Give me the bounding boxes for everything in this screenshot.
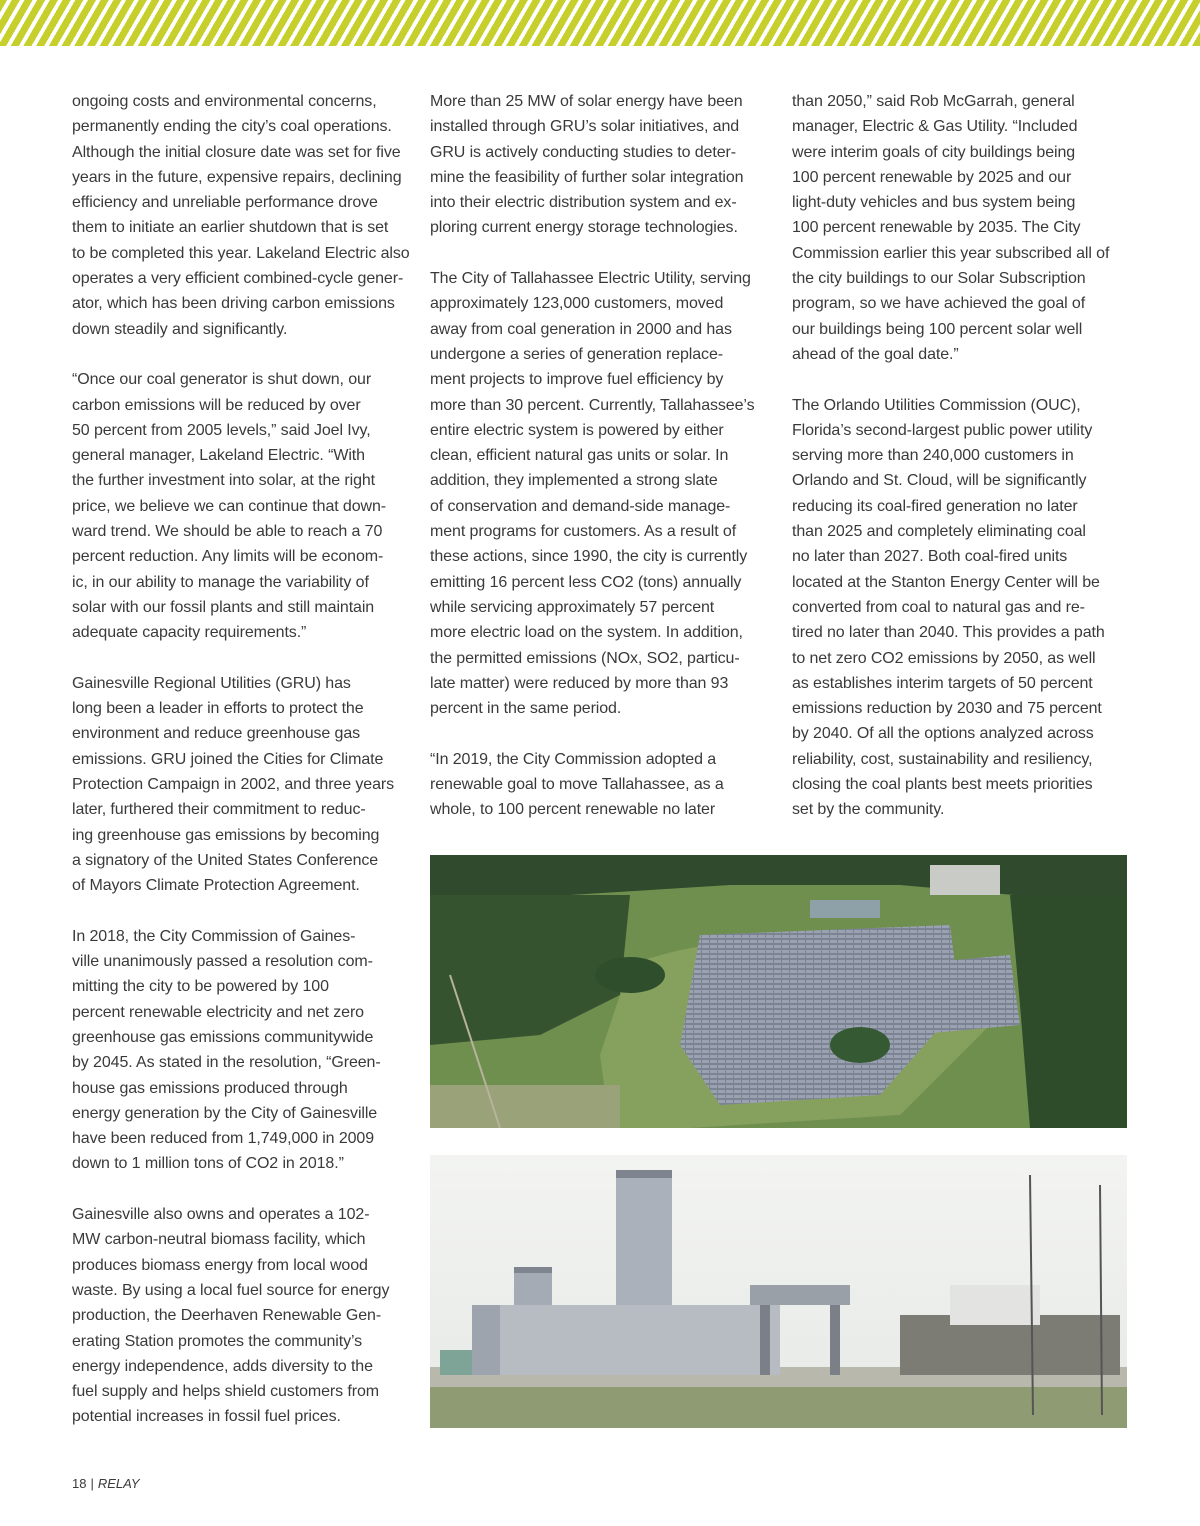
text-line: In 2018, the City Commission of Gaines- [72, 927, 356, 945]
text-line: converted from coal to natural gas and re- [792, 598, 1085, 616]
text-line: renewable goal to move Tallahassee, as a [430, 776, 724, 794]
text-line: to be completed this year. Lakeland Electric also [72, 244, 410, 262]
text-line: reliability, cost, sustainability and resiliency, [792, 750, 1093, 768]
text-line: the further investment into solar, at the right [72, 472, 376, 490]
text-line: into their electric distribution system and ex- [430, 194, 737, 212]
text-line: More than 25 MW of solar energy have been [430, 93, 743, 110]
text-line: of Mayors Climate Protection Agreement. [72, 877, 360, 895]
text-line: down to 1 million tons of CO2 in 2018.” [72, 1155, 344, 1173]
text-line: years in the future, expensive repairs, declining [72, 168, 402, 186]
text-line: adequate capacity requirements.” [72, 624, 307, 642]
solar-farm-aerial-photo [430, 855, 1127, 1128]
text-line: these actions, since 1990, the city is currently [430, 548, 748, 566]
text-line: located at the Stanton Energy Center will be [792, 573, 1100, 591]
text-line: ator, which has been driving carbon emissions [72, 295, 395, 313]
text-line: ment projects to improve fuel efficiency by [430, 371, 724, 389]
text-line: ing greenhouse gas emissions by becoming [72, 826, 380, 844]
text-line: more electric load on the system. In addition, [430, 624, 743, 642]
paragraph [72, 671, 412, 899]
text-line: ic, in our ability to manage the variability of [72, 573, 369, 591]
text-line: Gainesville also owns and operates a 102- [72, 1206, 370, 1224]
text-line: away from coal generation in 2000 and has [430, 320, 732, 338]
text-line: ongoing costs and environmental concerns, [72, 93, 377, 110]
text-line: production, the Deerhaven Renewable Gen- [72, 1307, 382, 1325]
text-line: a signatory of the United States Conference [72, 851, 379, 869]
text-line: fuel supply and helps shield customers from [72, 1383, 379, 1401]
text-line: have been reduced from 1,749,000 in 2009 [72, 1130, 375, 1148]
text-line: operates a very efficient combined-cycle gener- [72, 270, 404, 288]
text-line: tired no later than 2040. This provides a path [792, 624, 1105, 642]
text-line: our buildings being 100 percent solar well [792, 320, 1083, 338]
text-line: ahead of the goal date.” [792, 345, 959, 363]
article-column-1 [72, 89, 412, 1455]
text-line: greenhouse gas emissions communitywide [72, 1028, 374, 1046]
paragraph [72, 89, 412, 342]
text-line: house gas emissions produced through [72, 1079, 348, 1097]
text-line: MW carbon-neutral biomass facility, which [72, 1231, 366, 1249]
text-line: more than 30 percent. Currently, Tallahassee’s [430, 396, 755, 414]
text-line: than 2025 and completely eliminating coal [792, 523, 1086, 541]
text-line: addition, they implemented a strong slate [430, 472, 718, 490]
paragraph [792, 393, 1132, 823]
text-line: closing the coal plants best meets priorities [792, 776, 1093, 794]
text-line: The Orlando Utilities Commission (OUC), [792, 396, 1081, 414]
text-line: The City of Tallahassee Electric Utility, serving [430, 270, 751, 288]
text-line: the city buildings to our Solar Subscription [792, 270, 1086, 288]
text-line: as establishes interim targets of 50 percent [792, 674, 1093, 692]
text-line: Orlando and St. Cloud, will be significantly [792, 472, 1087, 490]
text-line: down steadily and significantly. [72, 320, 288, 338]
text-line: “Once our coal generator is shut down, our [72, 371, 372, 389]
text-line: ment programs for customers. As a result of [430, 523, 737, 541]
text-line: potential increases in fossil fuel prices. [72, 1408, 341, 1426]
text-line: of conservation and demand-side manage- [430, 497, 731, 515]
text-line: permanently ending the city’s coal operations. [72, 118, 392, 136]
text-line: Florida’s second-largest public power utility [792, 421, 1093, 439]
paragraph [430, 266, 775, 721]
text-line: reducing its coal-fired generation no later [792, 497, 1078, 515]
text-line: serving more than 240,000 customers in [792, 447, 1074, 465]
text-line: to net zero CO2 emissions by 2050, as well [792, 649, 1096, 667]
text-line: ward trend. We should be able to reach a 70 [72, 523, 383, 541]
text-line: set by the community. [792, 801, 945, 819]
text-line: produces biomass energy from local wood [72, 1256, 368, 1274]
text-line: waste. By using a local fuel source for energy [72, 1281, 390, 1299]
text-line: mitting the city to be powered by 100 [72, 978, 329, 996]
text-line: 50 percent from 2005 levels,” said Joel Ivy, [72, 421, 371, 439]
text-line: 100 percent renewable by 2035. The City [792, 219, 1081, 237]
text-line: percent reduction. Any limits will be econom- [72, 548, 384, 566]
text-line: program, so we have achieved the goal of [792, 295, 1086, 313]
text-line: percent renewable electricity and net zero [72, 1003, 364, 1021]
text-line: emissions. GRU joined the Cities for Climate [72, 750, 384, 768]
text-line: long been a leader in efforts to protect the [72, 700, 364, 718]
text-line: no later than 2027. Both coal-fired units [792, 548, 1068, 566]
text-line: mine the feasibility of further solar integration [430, 168, 744, 186]
text-line: energy independence, adds diversity to the [72, 1357, 373, 1375]
text-line: installed through GRU’s solar initiatives, and [430, 118, 740, 136]
text-line: were interim goals of city buildings being [792, 143, 1076, 161]
text-line: the permitted emissions (NOx, SO2, particu- [430, 649, 740, 667]
text-line: percent in the same period. [430, 700, 622, 718]
text-line: “In 2019, the City Commission adopted a [430, 750, 717, 768]
text-line: them to initiate an earlier shutdown that is set [72, 219, 389, 237]
text-line: solar with our fossil plants and still maintain [72, 598, 375, 616]
text-line: efficiency and unreliable performance drove [72, 194, 378, 212]
paragraph [430, 747, 775, 823]
decorative-stripe-band [0, 0, 1200, 46]
article-column-2 [430, 89, 775, 848]
text-line: GRU is actively conducting studies to deter- [430, 143, 736, 161]
paragraph [430, 89, 775, 241]
text-line: ploring current energy storage technologies. [430, 219, 738, 237]
text-line: approximately 123,000 customers, moved [430, 295, 724, 313]
power-plant-photo [430, 1155, 1127, 1428]
paragraph [72, 1202, 412, 1430]
text-line: Gainesville Regional Utilities (GRU) has [72, 674, 351, 692]
text-line: clean, efficient natural gas units or solar. In [430, 447, 729, 465]
text-line: carbon emissions will be reduced by over [72, 396, 361, 414]
text-line: erating Station promotes the community’s [72, 1332, 363, 1350]
text-line: by 2045. As stated in the resolution, “Green- [72, 1054, 381, 1072]
footer-separator: | [90, 1476, 94, 1491]
paragraph [72, 924, 412, 1177]
text-line: whole, to 100 percent renewable no later [430, 801, 716, 819]
text-line: emissions reduction by 2030 and 75 percent [792, 700, 1102, 718]
text-line: 100 percent renewable by 2025 and our [792, 168, 1072, 186]
paragraph [792, 89, 1132, 367]
text-line: later, furthered their commitment to reduc- [72, 801, 366, 819]
text-line: environment and reduce greenhouse gas [72, 725, 361, 743]
text-line: late matter) were reduced by more than 93 [430, 674, 729, 692]
article-column-3 [792, 89, 1132, 848]
magazine-name: RELAY [97, 1476, 140, 1491]
text-line: by 2040. Of all the options analyzed across [792, 725, 1094, 743]
text-line: manager, Electric & Gas Utility. “Included [792, 118, 1078, 136]
text-line: while servicing approximately 57 percent [430, 598, 715, 616]
text-line: ville unanimously passed a resolution com- [72, 953, 373, 971]
text-line: Commission earlier this year subscribed all of [792, 244, 1110, 262]
text-line: Protection Campaign in 2002, and three years [72, 776, 395, 794]
text-line: general manager, Lakeland Electric. “With [72, 447, 365, 465]
text-line: undergone a series of generation replace- [430, 345, 723, 363]
text-line: entire electric system is powered by either [430, 421, 724, 439]
paragraph [72, 367, 412, 645]
text-line: price, we believe we can continue that down- [72, 497, 387, 515]
page-number: 18 [72, 1476, 87, 1491]
text-line: light-duty vehicles and bus system being [792, 194, 1076, 212]
page-footer [72, 1476, 140, 1491]
text-line: Although the initial closure date was set for five [72, 143, 401, 161]
text-line: energy generation by the City of Gainesville [72, 1104, 378, 1122]
text-line: emitting 16 percent less CO2 (tons) annually [430, 573, 742, 591]
text-line: than 2050,” said Rob McGarrah, general [792, 93, 1075, 110]
